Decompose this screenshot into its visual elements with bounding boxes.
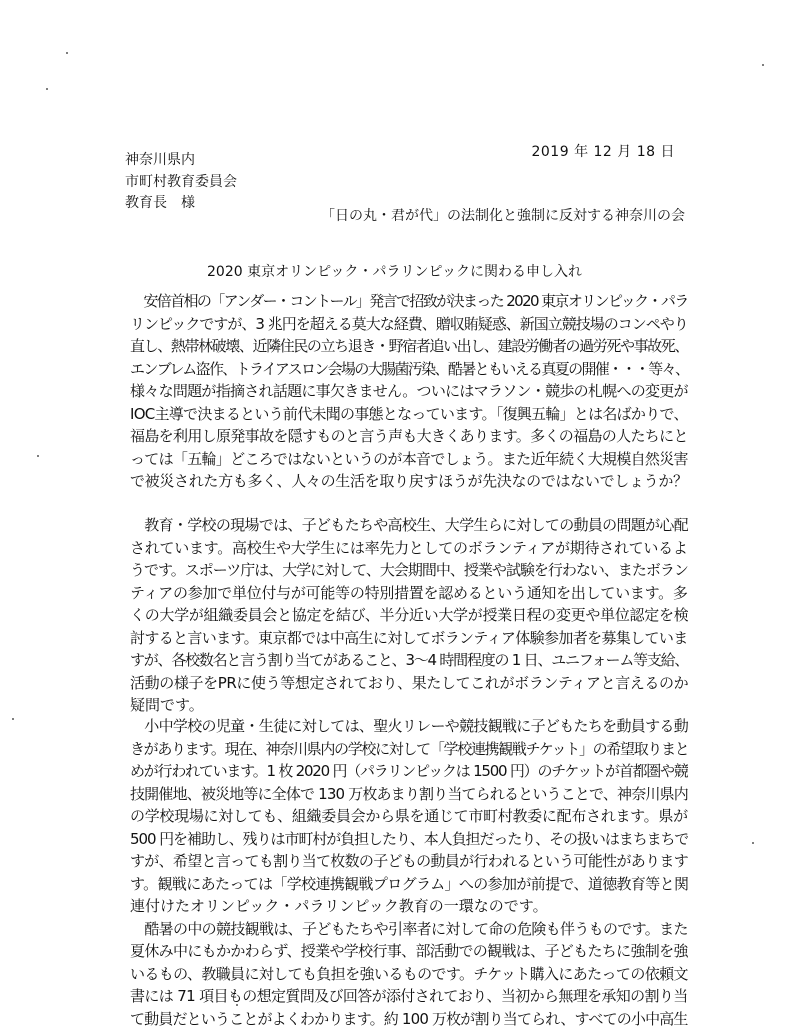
body-paragraph: [130, 290, 688, 493]
text-line: 様々な問題が指摘され話題に事欠きません。ついにはマラソン・競歩の札幌への変更が: [130, 380, 688, 403]
sender-name: 「日の丸・君が代」の法制化と強制に反対する神奈川の会: [321, 205, 685, 225]
text-line: 討すると言います。東京都では中高生に対してボランティア体験参加者を募集していま: [130, 627, 688, 650]
text-line: 500 円を補助し、残りは市町村が負担したり、本人負担だったり、その扱いはまちまちで: [130, 828, 688, 851]
text-line: 活動の様子をPRに使う等想定されており、果たしてこれがボランティアと言えるのか: [130, 672, 688, 695]
text-line: 福島を利用し原発事故を隠すものと言う声も大きくあります。多くの福島の人たちにと: [130, 425, 688, 448]
letter-title: 2020 東京オリンピック・パラリンピックに関わる申し入れ: [0, 261, 789, 281]
text-line: 技開催地、被災地等に全体で 130 万枚あまり割り当てられるということで、神奈川県内: [130, 783, 688, 806]
text-line: きがあります。現在、神奈川県内の学校に対して「学校連携観戦チケット」の希望取りまと: [130, 738, 688, 761]
text-line: リンピックですが、3 兆円を超える莫大な経費、贈収賄疑惑、新国立競技場のコンペやり: [130, 313, 688, 336]
text-line: されています。高校生や大学生には率先力としてのボランティアが期待されているよ: [130, 537, 688, 560]
text-line: っては「五輪」どころではないというのが本音でしょう。また近年続く大規模自然災害: [130, 448, 688, 471]
recipient-line: 神奈川県内: [125, 150, 237, 172]
text-line: す。観戦にあたっては「学校連携観戦プログラム」への参加が前提で、道徳教育等と関: [130, 873, 688, 896]
text-line: て動員だということがよくわかります。約 100 万枚が割り当てられ、すべての小中高生: [130, 1008, 688, 1030]
text-line: いるもの、教職員に対しても負担を強いるものです。チケット購入にあたっての依頼文: [130, 963, 688, 986]
recipient-line: 市町村教育委員会: [125, 172, 237, 194]
text-line: 疑問です。: [130, 694, 688, 717]
letter-date: 2019 年 12 月 18 日: [531, 141, 675, 161]
recipient-line: 教育長 様: [125, 193, 237, 215]
text-line: の学校現場に対しても、組織委員会から県を通じて市町村教委に配布されます。県が: [130, 805, 688, 828]
text-line: エンブレム盗作、トライアスロン会場の大腸菌汚染、酷暑ともいえる真夏の開催・・・等々、: [130, 358, 688, 381]
text-line: 小中学校の児童・生徒に対しては、聖火リレーや競技観戦に子どもたちを動員する動: [130, 715, 688, 738]
text-line: 酷暑の中の競技観戦は、子どもたちや引率者に対して命の危険も伴うものです。また: [130, 918, 688, 941]
text-line: 教育・学校の現場では、子どもたちや高校生、大学生らに対しての動員の問題が心配: [130, 514, 688, 537]
text-line: 直し、熱帯林破壊、近隣住民の立ち退き・野宿者追い出し、建設労働者の過労死や事故死、: [130, 335, 688, 358]
text-line: めが行われています。1 枚 2020 円（パラリンピックは 1500 円）のチケットが首都圏や競: [130, 760, 688, 783]
text-line: 書には 71 項目もの想定質問及び回答が添付されており、当初から無理を承知の割り当: [130, 985, 688, 1008]
body-paragraph: [130, 715, 688, 1030]
body-paragraph: [130, 514, 688, 717]
text-line: すが、希望と言っても割り当て枚数の子どもの動員が行われるという可能性があります: [130, 850, 688, 873]
text-line: うです。スポーツ庁は、大学に対して、大会期間中、授業や試験を行わない、またボラン: [130, 559, 688, 582]
text-line: すが、各校数名と言う割り当てがあること、3〜4 時間程度の 1 日、ユニフォーム等支給、: [130, 649, 688, 672]
text-line: くの大学が組織委員会と協定を結び、半分近い大学が授業日程の変更や単位認定を検: [130, 604, 688, 627]
text-line: 連付けたオリンピック・パラリンピック教育の一環なのです。: [130, 895, 688, 918]
text-line: IOC主導で決まるという前代未聞の事態となっています。「復興五輪」とは名ばかりで、: [130, 403, 688, 426]
text-line: ティアの参加で単位付与が可能等の特別措置を認めるという通知を出しています。多: [130, 582, 688, 605]
text-line: 安倍首相の「アンダー・コントール」発言で招致が決まった 2020 東京オリンピック・パラ: [130, 290, 688, 313]
text-line: 夏休み中にもかかわらず、授業や学校行事、部活動での観戦は、子どもたちに強制を強: [130, 940, 688, 963]
text-line: で被災された方も多く、人々の生活を取り戻すほうが先決なのではないでしょうか？: [130, 470, 688, 493]
recipient-block: [125, 150, 237, 215]
